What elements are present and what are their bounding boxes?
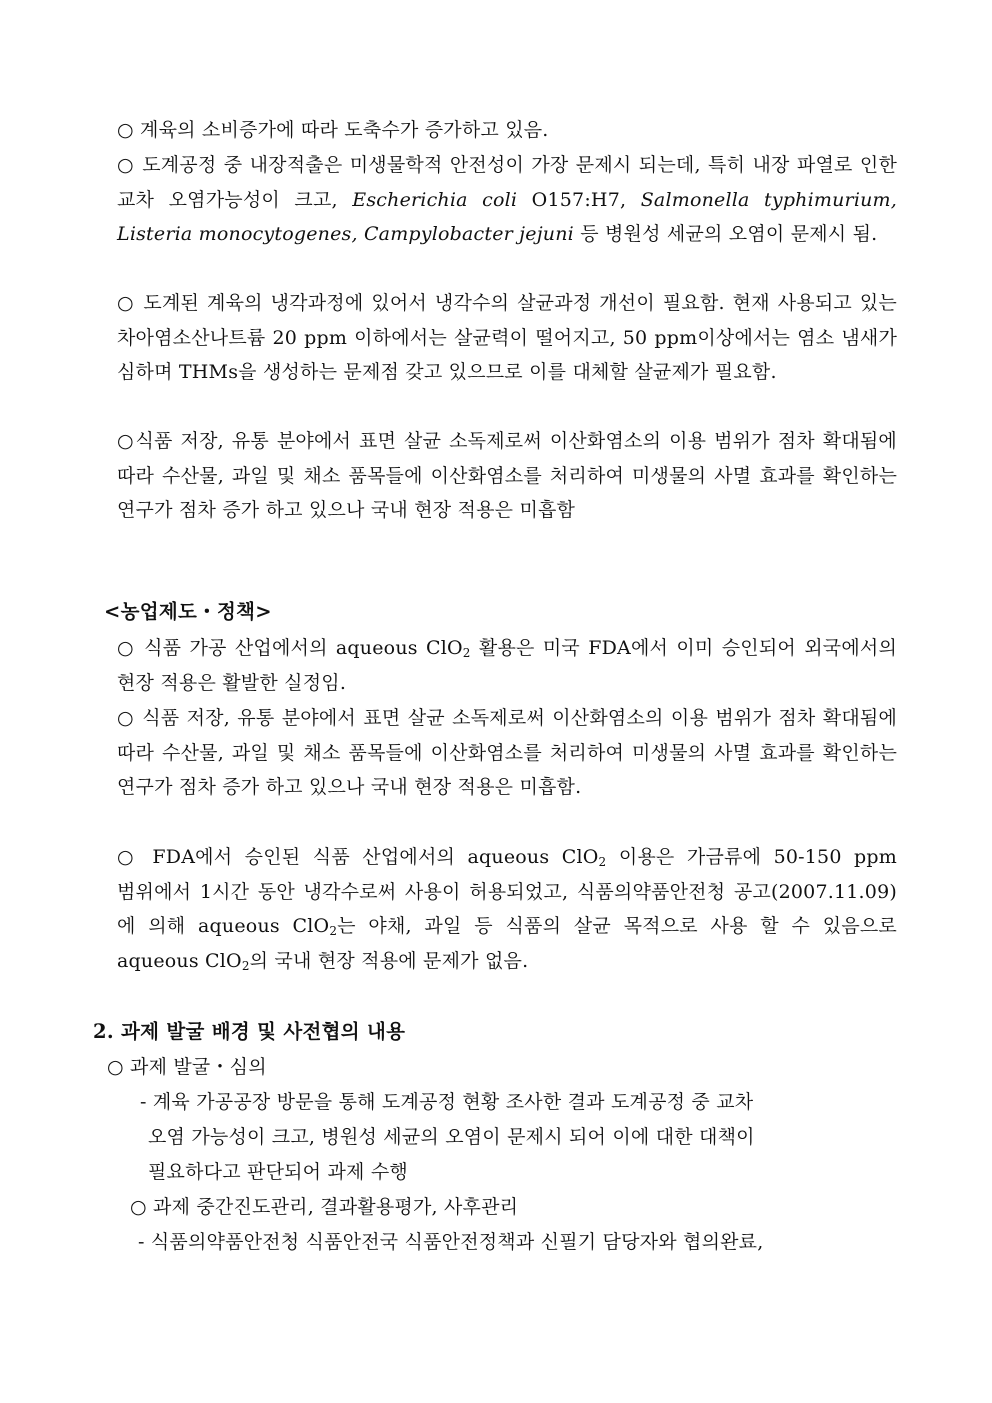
item2-title: ○ 과제 중간진도관리, 결과활용평가, 사후관리 xyxy=(130,1196,519,1218)
text-segment: 의 국내 현장 적용에 문제가 없음. xyxy=(249,949,529,972)
subscript: 2 xyxy=(598,855,607,869)
paragraph-evisceration xyxy=(117,148,897,252)
text-segment: ○ FDA에서 승인된 식품 산업에서의 aqueous ClO xyxy=(117,846,599,868)
text-segment: ○ 식품 가공 산업에서의 aqueous ClO xyxy=(117,637,463,659)
policy-heading: <농업제도・정책> xyxy=(104,600,272,623)
item2-detail: - 식품의약품안전청 식품안전국 식품안전정책과 신필기 담당자와 협의완료, xyxy=(138,1231,764,1253)
organism-names: Salmonella typhimurium, Listeria monocytogenes, Campylobacter jejuni xyxy=(117,188,897,245)
subscript: 2 xyxy=(329,924,338,938)
organism-name: Escherichia coli xyxy=(352,188,518,211)
section2-heading: 2. 과제 발굴 배경 및 사전협의 내용 xyxy=(93,1020,406,1043)
text-segment: 등 병원성 세균의 오염이 문제시 됨. xyxy=(573,223,878,245)
paragraph-fda-usage xyxy=(117,840,897,978)
subscript: 2 xyxy=(462,646,471,660)
text-segment: 활용은 미국 FDA에서 이미 승인되어 외국에서의 현장 적용은 활발한 실정임. xyxy=(117,637,897,694)
item1-detail-line-2: 오염 가능성이 크고, 병원성 세균의 오염이 문제시 되어 이에 대한 대책이 xyxy=(148,1126,755,1148)
paragraph-storage: ○ 식품 저장, 유통 분야에서 표면 살균 소독제로써 이산화염소의 이용 범위가 점차 확대됨에 따라 수산물, 과일 및 채소 품목들에 이산화염소를 처리하여 미생물의 사멸 효과를 확인하는 연구가 점차 증가 하고 있으나 국내 현장 적용은 미흡함. xyxy=(117,707,897,798)
text-segment: ○ 도계공정 중 내장적출은 미생물학적 안전성이 가장 문제시 되는데, 특히 내장 파열로 인한 교차 오염가능성이 크고, xyxy=(117,154,897,211)
text-segment: 이용은 가금류에 50-150 ppm 범위에서 1시간 동안 냉각수로써 사용이 허용되었고, 식품의약품안전청 공고(2007.11.09)에 의해 aqueous ClO xyxy=(117,846,897,937)
item1-detail-line-1: - 계육 가공공장 방문을 통해 도계공정 현황 조사한 결과 도계공정 중 교차 xyxy=(140,1091,754,1113)
paragraph-chlorine-dioxide: ○식품 저장, 유통 분야에서 표면 살균 소독제로써 이산화염소의 이용 범위가 점차 확대됨에 따라 수산물, 과일 및 채소 품목들에 이산화염소를 처리하여 미생물의 사멸 효과를 확인하는 연구가 점차 증가 하고 있으나 국내 현장 적용은 미흡함 xyxy=(117,430,897,521)
text-segment: O157:H7, xyxy=(517,188,641,211)
paragraph-fda-approval xyxy=(117,631,897,700)
paragraph-cooling: ○ 도계된 계육의 냉각과정에 있어서 냉각수의 살균과정 개선이 필요함. 현재 사용되고 있는 차아염소산나트륨 20 ppm 이하에서는 살균력이 떨어지고, 50 ppm이상에서는 염소 냄새가 심하며 THMs을 생성하는 문제점 갖고 있으므로 이를 대체할 살균제가 필요함. xyxy=(117,292,897,383)
item1-title: ○ 과제 발굴・심의 xyxy=(107,1056,267,1078)
text-segment: 는 야채, 과일 등 식품의 살균 목적으로 사용 할 수 있음으로 aqueous ClO xyxy=(117,915,897,972)
paragraph-consumption: ○ 계육의 소비증가에 따라 도축수가 증가하고 있음. xyxy=(117,119,549,141)
item1-detail-line-3: 필요하다고 판단되어 과제 수행 xyxy=(148,1161,408,1183)
subscript: 2 xyxy=(241,958,250,973)
